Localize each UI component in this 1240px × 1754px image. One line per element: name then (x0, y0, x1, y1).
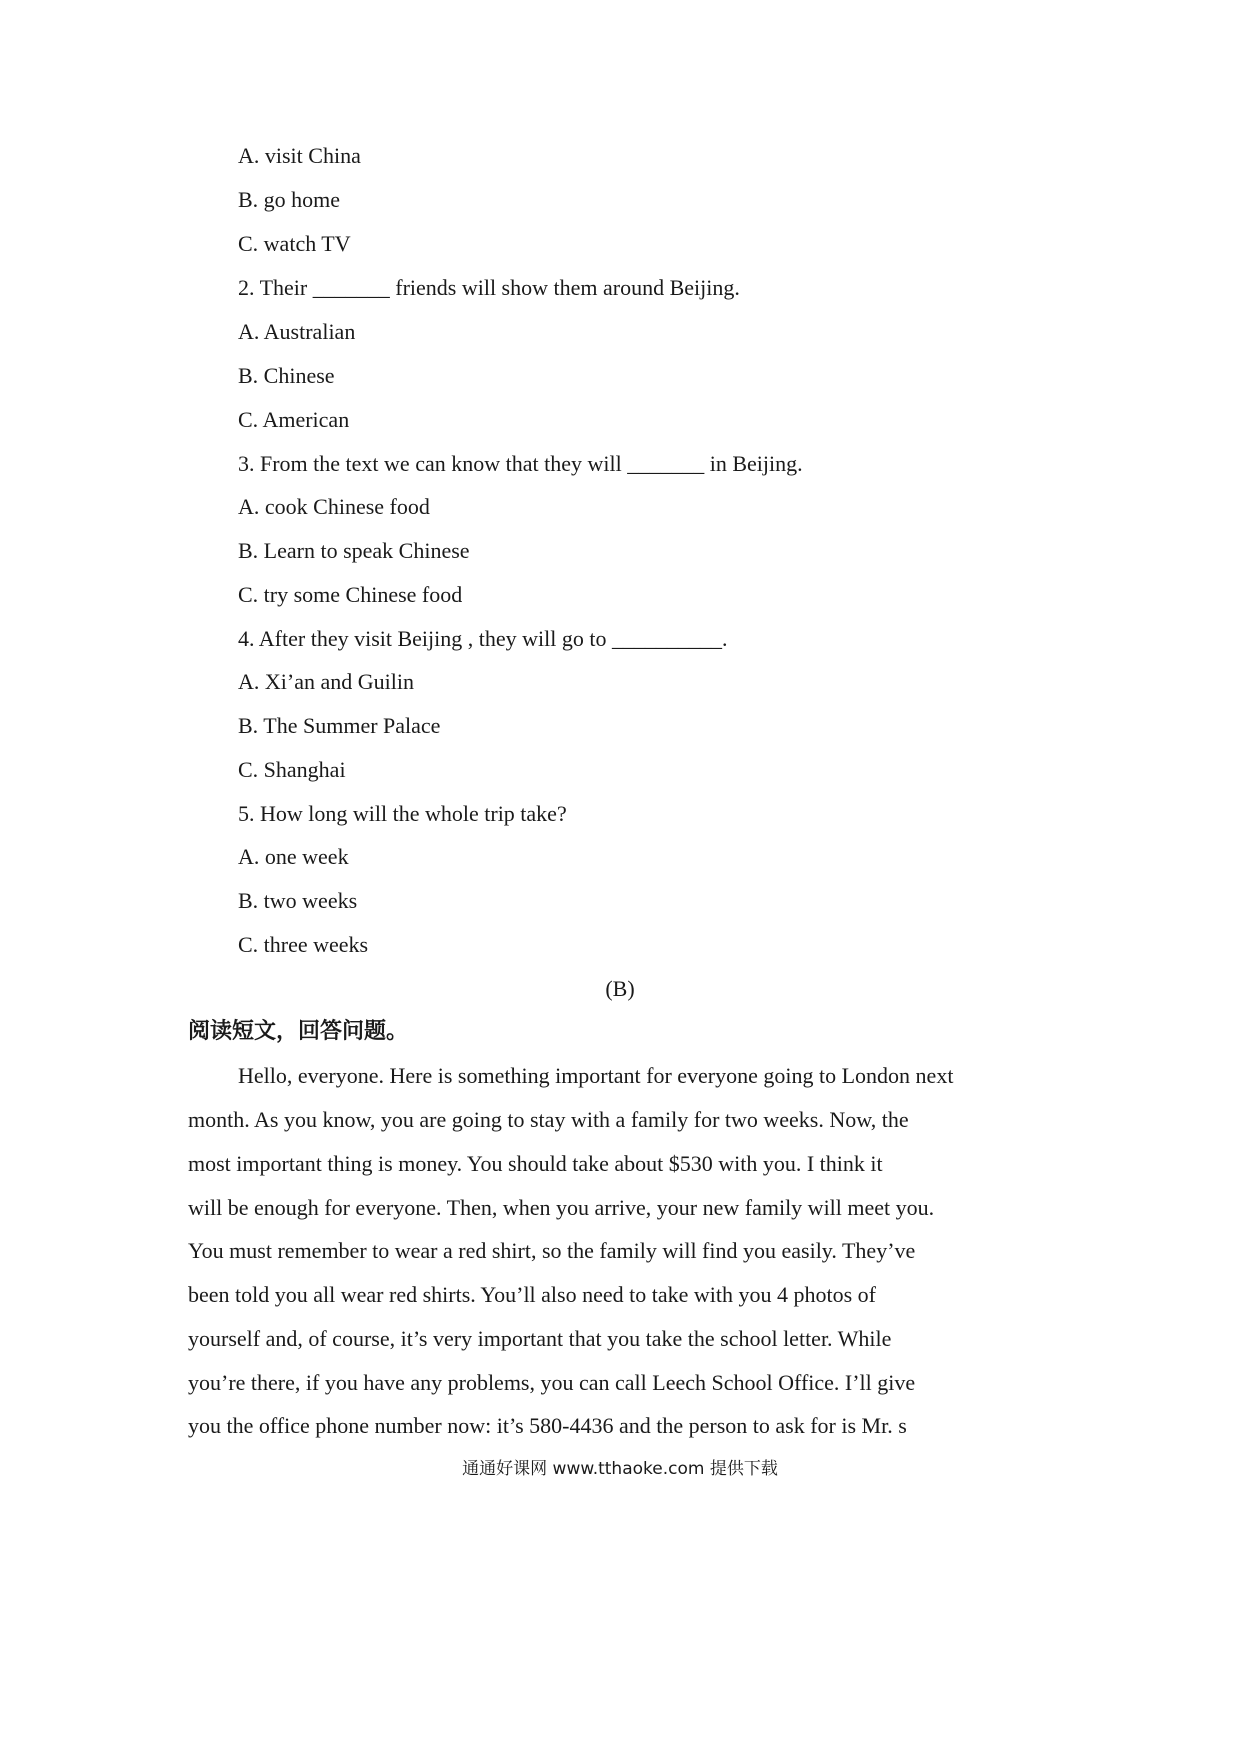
q2-stem: 2. Their _______ friends will show them around Beijing. (238, 275, 740, 300)
passage-line: most important thing is money. You should take about $530 with you. I think it (188, 1151, 883, 1176)
q3-option-c: C. try some Chinese food (238, 582, 463, 607)
page-footer: 通通好课网 www.tthaoke.com 提供下载 (462, 1459, 778, 1479)
passage-line: you’re there, if you have any problems, you can call Leech School Office. I’ll give (188, 1370, 916, 1395)
passage-line: you the office phone number now: it’s 580-4436 and the person to ask for is Mr. s (188, 1413, 907, 1438)
q5-option-b: B. two weeks (238, 888, 358, 913)
q3-option-a: A. cook Chinese food (238, 494, 430, 519)
section-b-instruction: 阅读短文，回答问题。 (188, 1019, 409, 1044)
q4-option-c: C. Shanghai (238, 757, 346, 782)
passage-line: month. As you know, you are going to stay with a family for two weeks. Now, the (188, 1107, 909, 1132)
passage-line: yourself and, of course, it’s very important that you take the school letter. While (188, 1326, 892, 1351)
q4-stem: 4. After they visit Beijing , they will go to __________. (238, 626, 728, 651)
passage-line: will be enough for everyone. Then, when you arrive, your new family will meet you. (188, 1195, 935, 1220)
q2-option-c: C. American (238, 407, 350, 432)
q3-option-b: B. Learn to speak Chinese (238, 538, 470, 563)
q5-option-a: A. one week (238, 844, 349, 869)
q2-option-b: B. Chinese (238, 363, 335, 388)
passage-line: been told you all wear red shirts. You’ll also need to take with you 4 photos of (188, 1282, 877, 1307)
q3-stem: 3. From the text we can know that they will _______ in Beijing. (238, 451, 803, 476)
section-b-label: (B) (605, 976, 635, 1001)
q2-option-a: A. Australian (238, 319, 356, 344)
q4-option-a: A. Xi’an and Guilin (238, 669, 414, 694)
q1-option-b: B. go home (238, 187, 341, 212)
q5-stem: 5. How long will the whole trip take? (238, 801, 567, 826)
passage-line: Hello, everyone. Here is something important for everyone going to London next (238, 1063, 954, 1088)
q5-option-c: C. three weeks (238, 932, 369, 957)
q4-option-b: B. The Summer Palace (238, 713, 441, 738)
passage-line: You must remember to wear a red shirt, so the family will find you easily. They’ve (188, 1238, 916, 1263)
q1-option-a: A. visit China (238, 143, 361, 168)
q1-option-c: C. watch TV (238, 231, 351, 256)
